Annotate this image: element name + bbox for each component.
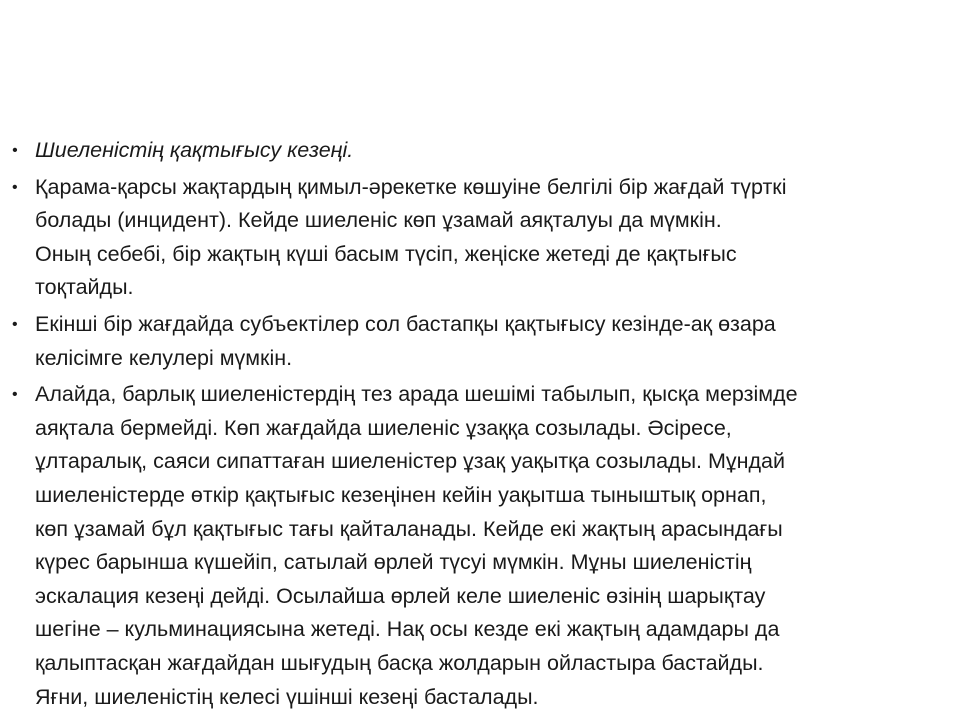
bullet-text-line: қалыптасқан жағдайдан шығудың басқа жолдарын ойластыра бастайды. <box>35 650 764 675</box>
bullet-text-line: Алайда, барлық шиеленістердің тез арада шешімі табылып, қысқа мерзімде <box>35 382 798 407</box>
bullet-text-line: күрес барынша күшейіп, сатылай өрлей түсуі мүмкін. Мұны шиеленістің <box>35 550 752 575</box>
bullet-item-escalation <box>0 378 960 714</box>
bullet-text-line: көп ұзамай бұл қақтығыс тағы қайталанады. Кейде екі жақтың арасындағы <box>35 516 783 541</box>
bullet-text-line: Яғни, шиеленістің келесі үшінші кезеңі басталады. <box>35 684 539 709</box>
bullet-text-line: Шиеленістің қақтығысу кезеңі. <box>35 138 354 162</box>
bullet-item-stage-title <box>0 134 960 168</box>
bullet-dot-icon: • <box>12 315 18 333</box>
bullet-text-line: тоқтайды. <box>35 275 134 300</box>
bullet-dot-icon: • <box>12 178 18 196</box>
bullet-dot-icon: • <box>12 386 18 404</box>
bullet-item-agreement <box>0 308 960 375</box>
bullet-text-line: эскалация кезеңі дейді. Осылайша өрлей келе шиеленіс өзінің шарықтау <box>35 583 766 608</box>
bullet-text-line: Оның себебі, бір жақтың күші басым түсіп, жеңіске жетеді де қақтығыс <box>35 241 737 266</box>
bullet-list <box>0 134 960 717</box>
bullet-text-line: ұлтаралық, саяси сипаттаған шиеленістер ұзақ уақытқа созылады. Мұндай <box>35 449 786 474</box>
bullet-item-incident <box>0 171 960 305</box>
bullet-text-line: аяқтала бермейді. Көп жағдайда шиеленіс ұзаққа созылады. Әсіресе, <box>35 415 732 440</box>
bullet-text-line: шегіне – кульминациясына жетеді. Нақ осы кезде екі жақтың адамдары да <box>35 617 780 642</box>
bullet-text-line: Қарама-қарсы жақтардың қимыл-әрекетке көшуіне белгілі бір жағдай түрткі <box>35 174 787 199</box>
bullet-text-line: болады (инцидент). Кейде шиеленіс көп ұзамай аяқталуы да мүмкін. <box>35 208 722 233</box>
bullet-text-line: шиеленістерде өткір қақтығыс кезеңінен кейін уақытша тыныштық орнап, <box>35 482 767 507</box>
bullet-dot-icon: • <box>12 142 18 159</box>
bullet-text-line: Екінші бір жағдайда субъектілер сол бастапқы қақтығысу кезінде-ақ өзара <box>35 311 776 336</box>
bullet-text-line: келісімге келулері мүмкін. <box>35 345 293 370</box>
